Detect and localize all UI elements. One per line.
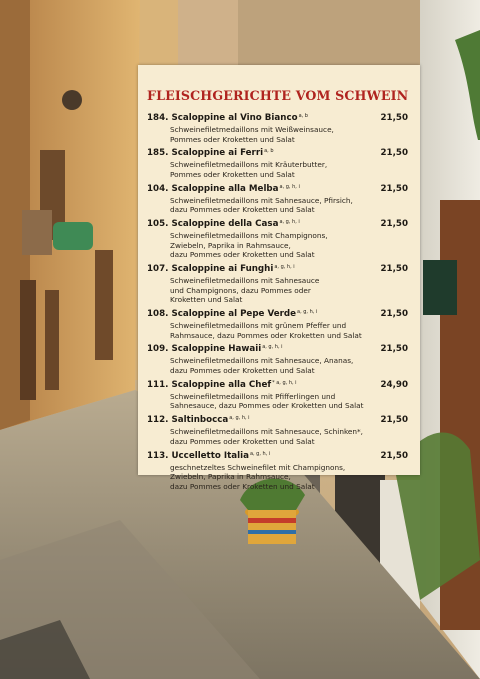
menu-item-description-line: geschnetzeltes Schweinefilet mit Champignons, <box>170 462 346 472</box>
menu-item-price: 21,50 <box>380 183 408 194</box>
menu-item-description <box>170 427 408 446</box>
menu-item-allergens: a, g, h, i <box>249 450 271 457</box>
menu-item-header <box>147 344 408 356</box>
menu-item-price: 21,50 <box>380 219 408 230</box>
menu-item-description-line: Schweinefiletmedaillons mit Sahnesauce, Pfirsich, <box>170 195 353 205</box>
menu-item-description-line: Schweinefiletmedaillons mit Sahnesauce, Ananas, <box>170 356 354 366</box>
menu-item-description-line: und Champignons, dazu Pommes oder <box>170 285 311 295</box>
menu-item-name <box>147 451 270 461</box>
menu-item <box>147 184 408 215</box>
menu-item-title: Scaloppine della Casa <box>171 219 279 230</box>
menu-item-description-line: Kroketten und Salat <box>170 295 243 305</box>
menu-item-title: Scaloppine al Vino Bianco <box>171 113 298 123</box>
menu-item-description-line: dazu Pommes oder Kroketten und Salat <box>170 366 315 376</box>
menu-item-description <box>170 231 408 260</box>
menu-item-name <box>147 184 300 194</box>
menu-item-description-line: Schweinefiletmedaillons mit Pfifferlingen und <box>170 391 336 401</box>
menu-item-allergens: a, g, h, i <box>279 219 300 226</box>
menu-item-name <box>147 264 295 274</box>
menu-item-name <box>147 113 308 123</box>
menu-item-number: 105. <box>147 219 169 230</box>
menu-item-allergens: a, g, h, i <box>274 264 295 271</box>
menu-item-description-line: Schweinefiletmedaillons mit Sahnesauce, Schinken*, <box>170 427 363 437</box>
menu-item-description <box>170 392 408 411</box>
menu-item-description-line: Schweinefiletmedaillons mit Champignons, <box>170 231 328 241</box>
menu-item-price: 21,50 <box>380 344 408 355</box>
menu-item-name <box>147 309 317 319</box>
menu-item-description <box>170 356 408 375</box>
menu-item-title: Saltinbocca <box>171 415 229 426</box>
menu-item-price: 21,50 <box>380 148 408 159</box>
menu-item <box>147 264 408 305</box>
menu-item-description-line: Pommes oder Kroketten und Salat <box>170 169 295 179</box>
menu-item-number: 108. <box>147 309 169 320</box>
menu-item-name <box>147 380 297 390</box>
menu-item-allergens: a, g, h, i <box>279 183 300 190</box>
menu-item-number: 107. <box>147 264 169 275</box>
menu-item-number: 185. <box>147 148 169 159</box>
menu-item-header <box>147 309 408 321</box>
menu-item-description-line: Schweinefiletmedaillons mit Weißweinsauce, <box>170 125 334 134</box>
menu-item-name <box>147 415 250 425</box>
menu-item-title: Scaloppine al Pepe Verde <box>171 309 296 320</box>
menu-item <box>147 113 408 144</box>
menu-item-price: 21,50 <box>380 113 408 123</box>
menu-item-title: Uccelletto Italia <box>171 450 249 461</box>
menu-item-title: Scaloppine Hawaii <box>171 344 262 355</box>
menu-item-number: 112. <box>147 415 169 426</box>
menu-item-allergens: a, b <box>264 148 274 155</box>
menu-item-description <box>170 196 408 215</box>
menu-item-allergens: a, g, h, i <box>262 344 283 351</box>
menu-item-title: Scaloppine alla Chef <box>171 379 272 390</box>
menu-item-price: 24,90 <box>380 379 408 390</box>
menu-item-header <box>147 184 408 196</box>
menu-item-number: 111. <box>147 379 169 390</box>
menu-item-description-line: Zwiebeln, Paprika in Rahmsauce, <box>170 472 291 482</box>
menu-item-header <box>147 415 408 427</box>
menu-item-number: 104. <box>147 183 169 194</box>
menu-title: FLEISCHGERICHTE VOM SCHWEIN <box>147 88 409 103</box>
menu-item-description-line: Schweinefiletmedaillons mit Kräuterbutter, <box>170 160 328 170</box>
menu-item <box>147 344 408 375</box>
menu-item-name <box>147 344 283 354</box>
menu-item <box>147 451 408 492</box>
menu-item-allergens: a, g, h, i <box>229 415 250 422</box>
menu-item-description-line: dazu Pommes oder Kroketten und Salat <box>170 250 315 260</box>
menu-item-description-line: Pommes oder Kroketten und Salat <box>170 134 295 144</box>
menu-item <box>147 380 408 411</box>
menu-item-price: 21,50 <box>380 264 408 275</box>
menu-item <box>147 219 408 260</box>
menu-item-title: Scaloppine alla Melba <box>171 183 279 194</box>
menu-item-number: 109. <box>147 344 169 355</box>
menu-item-header <box>147 380 408 392</box>
menu-item-description-line: dazu Pommes oder Kroketten und Salat <box>170 481 315 491</box>
menu-item-number: 113. <box>147 450 169 461</box>
menu-item-title: Scaloppine ai Funghi <box>171 264 274 275</box>
menu-item-description-line: dazu Pommes oder Kroketten und Salat <box>170 436 315 446</box>
menu-item <box>147 148 408 179</box>
menu-item-description <box>170 463 408 492</box>
menu-item-header <box>147 264 408 276</box>
menu-item-price: 21,50 <box>380 415 408 426</box>
menu-item-header <box>147 113 408 125</box>
menu-item-title: Scaloppine ai Ferri <box>171 148 264 159</box>
menu-item-description-line: Sahnesauce, dazu Pommes oder Kroketten und Salat <box>170 401 364 411</box>
menu-item-description <box>170 160 408 179</box>
menu-item-price: 21,50 <box>380 450 408 461</box>
menu-card <box>138 65 420 491</box>
menu-item-description <box>170 125 408 144</box>
menu-items-list <box>147 113 408 496</box>
menu-item-description <box>170 276 408 305</box>
menu-item-description-line: Zwiebeln, Paprika in Rahmsauce, <box>170 240 291 250</box>
menu-item-allergens: * a, g, h, i <box>272 379 297 386</box>
menu-item-header <box>147 148 408 160</box>
menu-item-name <box>147 219 300 229</box>
menu-item-description-line: Schweinefiletmedaillons mit grünem Pfeffer und <box>170 321 347 331</box>
menu-item-allergens: a, g, h, i <box>297 309 318 316</box>
menu-item-description-line: dazu Pommes oder Kroketten und Salat <box>170 205 315 215</box>
menu-item <box>147 309 408 340</box>
menu-item-number: 184. <box>147 113 169 123</box>
menu-item-name <box>147 148 274 158</box>
menu-item-description-line: Schweinefiletmedaillons mit Sahnesauce <box>170 276 320 286</box>
menu-item-header <box>147 451 408 463</box>
menu-item-allergens: a, b <box>298 113 308 119</box>
menu-item-header <box>147 219 408 231</box>
menu-item <box>147 415 408 446</box>
menu-item-description-line: Rahmsauce, dazu Pommes oder Kroketten und Salat <box>170 330 362 340</box>
menu-item-price: 21,50 <box>380 309 408 320</box>
menu-item-description <box>170 321 408 340</box>
